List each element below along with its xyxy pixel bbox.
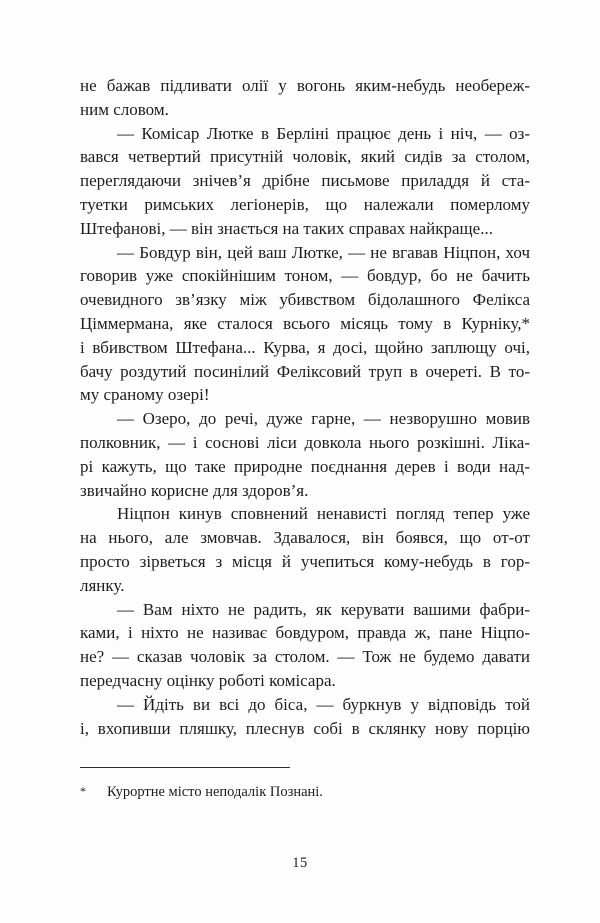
text-line: просто зірветься з місця й учепиться кому-небудь в гор-: [80, 551, 530, 571]
text-line: ним словом.: [80, 99, 169, 119]
text-line: очевидного зв’язку між убивством бідолашного Фелікса: [80, 290, 530, 310]
text-line: і, вхопивши пляшку, плеснув собі в склянку нову порцію: [80, 718, 530, 738]
paragraph: [80, 598, 530, 693]
paragraph: [80, 241, 530, 408]
footnote-separator: [80, 767, 290, 768]
text-line: передчасну оцінку роботі комісара.: [80, 670, 336, 690]
text-line: не? — сказав чоловік за столом. — Тож не будемо давати: [80, 647, 530, 667]
text-line: — Комісар Лютке в Берліні працює день і ніч, — оз-: [117, 123, 530, 143]
text-line: вався четвертий присутній чоловік, який сидів за столом,: [80, 147, 530, 167]
paragraph: [80, 407, 530, 502]
text-line: рі кажуть, що таке природне поєднання дерев і води над-: [80, 456, 530, 476]
text-line: Ніцпон кинув сповнений ненависті погляд тепер уже: [117, 504, 530, 524]
text-line: і вбивством Штефана... Курва, я досі, щойно заплющу очі,: [80, 337, 530, 357]
text-line: — Вам ніхто не радить, як керувати вашими фабри-: [117, 599, 530, 619]
text-line: Ціммермана, яке сталося всього місяць тому в Курніку,*: [80, 313, 530, 333]
text-line: полковник, — і соснові ліси довкола нього розкішні. Ліка-: [80, 432, 530, 452]
text-line: му сраному озері!: [80, 385, 210, 405]
text-line: — Йдіть ви всі до біса, — буркнув у відповідь той: [117, 694, 530, 714]
footnote-marker: *: [80, 784, 86, 798]
text-line: звичайно корисне для здоров’я.: [80, 480, 309, 500]
text-line: туетки римських легіонерів, що належали померлому: [80, 194, 530, 214]
paragraph: [80, 502, 530, 597]
text-line: переглядаючи знічев’я дрібне письмове приладдя й ста-: [80, 171, 530, 191]
page-text: [80, 74, 530, 740]
footnote-text: Курортне місто неподалік Познані.: [107, 784, 323, 800]
text-line: говорив уже спокійнішим тоном, — бовдур, бо не бачить: [80, 266, 530, 286]
text-line: Штефанові, — він знається на таких справах найкраще...: [80, 218, 493, 238]
text-line: бачу роздутий посинілий Феліксовий труп в очереті. В то-: [80, 361, 530, 381]
text-line: не бажав підливати олії у вогонь яким-небудь необереж-: [80, 76, 530, 95]
paragraph: [80, 74, 530, 122]
text-line: — Бовдур він, цей ваш Лютке, — не вгавав Ніцпон, хоч: [117, 242, 530, 262]
page-number: 15: [292, 855, 308, 871]
text-line: — Озеро, до речі, дуже гарне, — незворушно мовив: [117, 409, 530, 429]
text-line: на нього, але змовчав. Здавалося, він боявся, що от-от: [80, 528, 530, 548]
text-line: лянку.: [80, 575, 125, 595]
paragraph: [80, 693, 530, 741]
footnote: [80, 781, 530, 802]
text-line: ками, і ніхто не називає бовдуром, правда ж, пане Ніцпо-: [80, 623, 530, 643]
paragraph: [80, 122, 530, 241]
